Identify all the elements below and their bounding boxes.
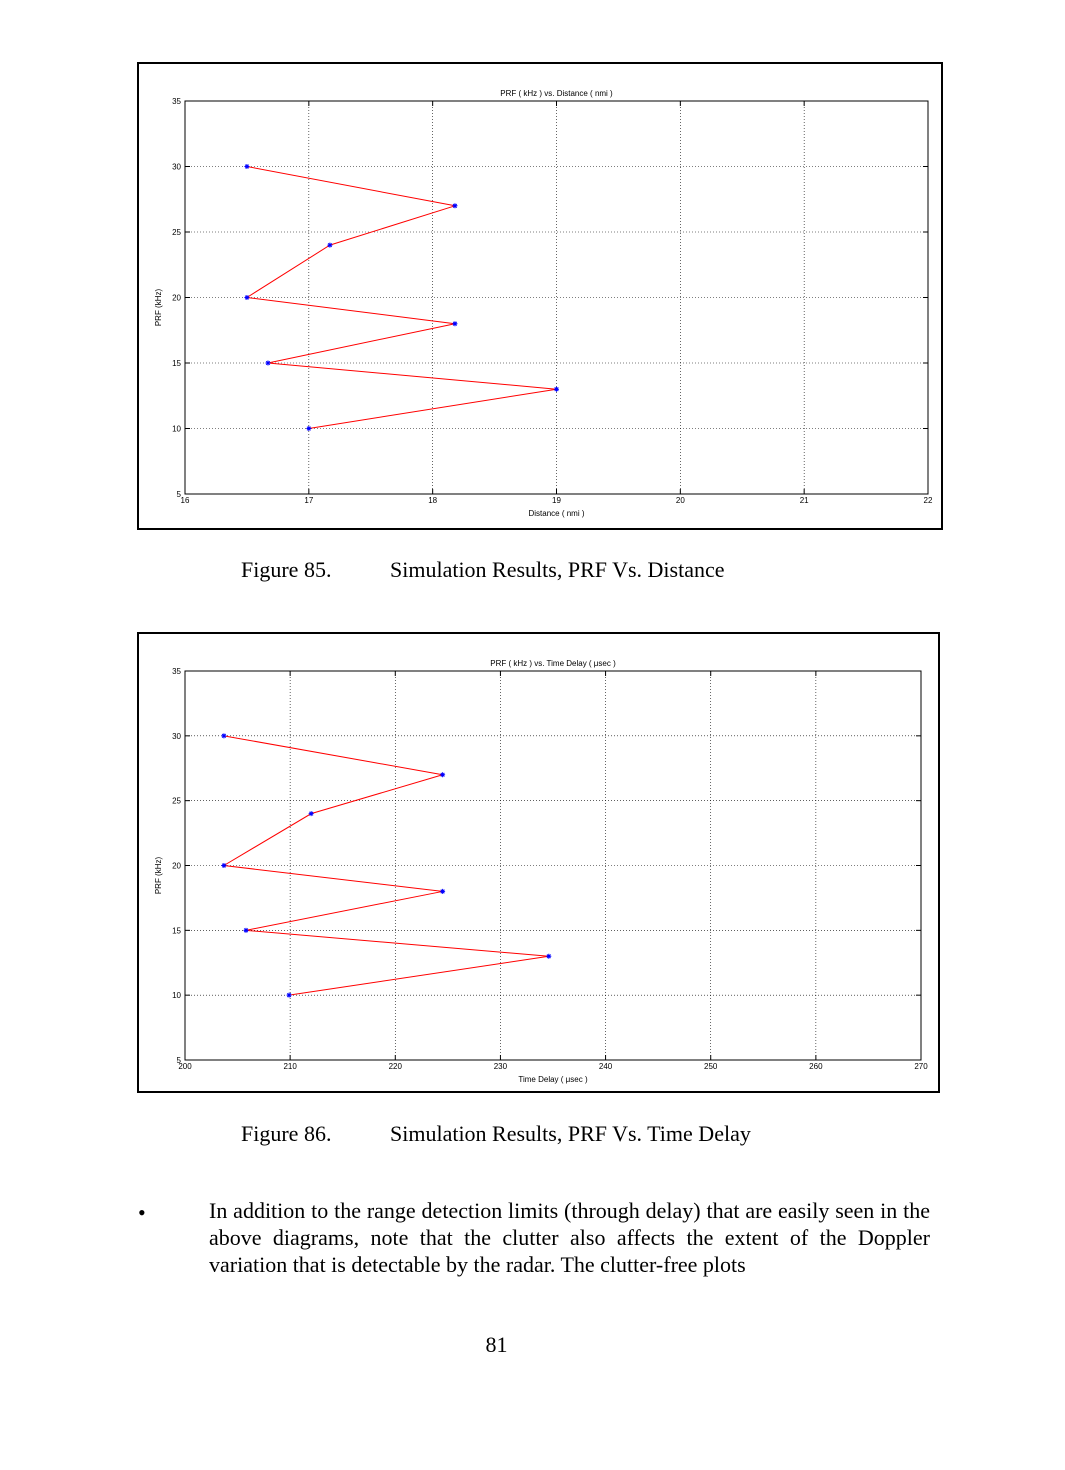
x-tick-label: 17	[304, 496, 314, 505]
y-tick-label: 5	[176, 1056, 181, 1065]
data-point	[221, 733, 226, 738]
y-tick-label: 10	[172, 424, 181, 434]
x-tick-label: 16	[180, 496, 190, 505]
y-tick-label: 10	[172, 991, 181, 1001]
y-tick-label: 35	[172, 667, 181, 676]
x-tick-label: 250	[704, 1062, 718, 1071]
data-point	[554, 387, 559, 392]
data-point	[306, 426, 311, 431]
data-point	[309, 811, 314, 816]
figure-86-caption	[241, 1121, 801, 1147]
data-point	[546, 954, 551, 959]
y-tick-label: 30	[172, 162, 181, 172]
point-marker	[244, 295, 249, 300]
data-point	[440, 889, 445, 894]
figure-85-number: Figure 85.	[241, 557, 332, 582]
x-tick-label: 270	[914, 1062, 928, 1071]
point-marker	[221, 733, 226, 738]
y-tick-label: 15	[172, 926, 181, 936]
page-number: 81	[485, 1332, 508, 1357]
y-axis-label: PRF (kHz)	[154, 856, 163, 895]
chart-prf-vs-time-delay	[139, 634, 942, 1095]
figure-85-frame	[137, 62, 943, 530]
point-marker	[546, 954, 551, 959]
figure-86-caption-text: Simulation Results, PRF Vs. Time Delay	[390, 1121, 751, 1146]
y-tick-label: 20	[172, 861, 181, 871]
y-tick-label: 15	[172, 359, 181, 368]
point-marker	[221, 863, 226, 868]
y-tick-label: 30	[172, 731, 181, 741]
x-axis-label: Distance ( nmi )	[528, 509, 585, 518]
y-tick-label: 35	[172, 97, 181, 106]
chart-title: PRF ( kHz ) vs. Time Delay ( μsec )	[490, 659, 616, 668]
data-point	[287, 993, 292, 998]
y-tick-label: 5	[176, 490, 181, 499]
point-marker	[327, 243, 332, 248]
point-marker	[244, 164, 249, 169]
y-tick-label: 20	[172, 293, 181, 303]
chart-title: PRF ( kHz ) vs. Distance ( nmi )	[500, 89, 613, 98]
point-marker	[452, 321, 457, 326]
point-marker	[306, 426, 311, 431]
x-tick-label: 200	[178, 1062, 192, 1071]
y-tick-label: 25	[172, 796, 181, 806]
figure-86-frame	[137, 632, 940, 1093]
body-paragraph: In addition to the range detection limits (through delay) that are easily seen in the above diagrams, note that the clutter also affects the extent of the Doppler variation that is detectable by the radar. The clutter-free plots	[209, 1198, 930, 1277]
x-tick-label: 19	[552, 496, 561, 505]
x-tick-label: 210	[283, 1062, 297, 1071]
x-tick-label: 260	[809, 1062, 823, 1071]
point-marker	[440, 889, 445, 894]
figure-86-number: Figure 86.	[241, 1121, 332, 1146]
y-tick-label: 25	[172, 228, 181, 237]
data-point	[265, 361, 270, 366]
x-axis-label: Time Delay ( μsec )	[518, 1075, 588, 1084]
data-point	[327, 243, 332, 248]
data-point	[440, 772, 445, 777]
data-point	[244, 164, 249, 169]
data-point	[452, 203, 457, 208]
plot-area	[185, 671, 921, 1060]
x-tick-label: 20	[675, 496, 685, 505]
point-marker	[554, 387, 559, 392]
figure-85-caption-text: Simulation Results, PRF Vs. Distance	[390, 557, 725, 582]
point-marker	[309, 811, 314, 816]
x-tick-label: 240	[598, 1062, 613, 1071]
y-axis-label: PRF (kHz)	[154, 288, 163, 327]
x-tick-label: 230	[493, 1062, 508, 1071]
data-point	[243, 928, 248, 933]
data-point	[452, 321, 457, 326]
bullet-marker: •	[138, 1200, 146, 1225]
point-marker	[287, 993, 292, 998]
point-marker	[265, 361, 270, 366]
point-marker	[440, 772, 445, 777]
data-point	[221, 863, 226, 868]
x-tick-label: 18	[428, 496, 438, 505]
x-tick-label: 21	[799, 496, 809, 505]
x-tick-label: 22	[923, 496, 933, 505]
chart-prf-vs-distance	[139, 64, 945, 532]
figure-85-caption	[241, 557, 801, 583]
point-marker	[452, 203, 457, 208]
point-marker	[243, 928, 248, 933]
data-point	[244, 295, 249, 300]
x-tick-label: 220	[388, 1062, 402, 1071]
